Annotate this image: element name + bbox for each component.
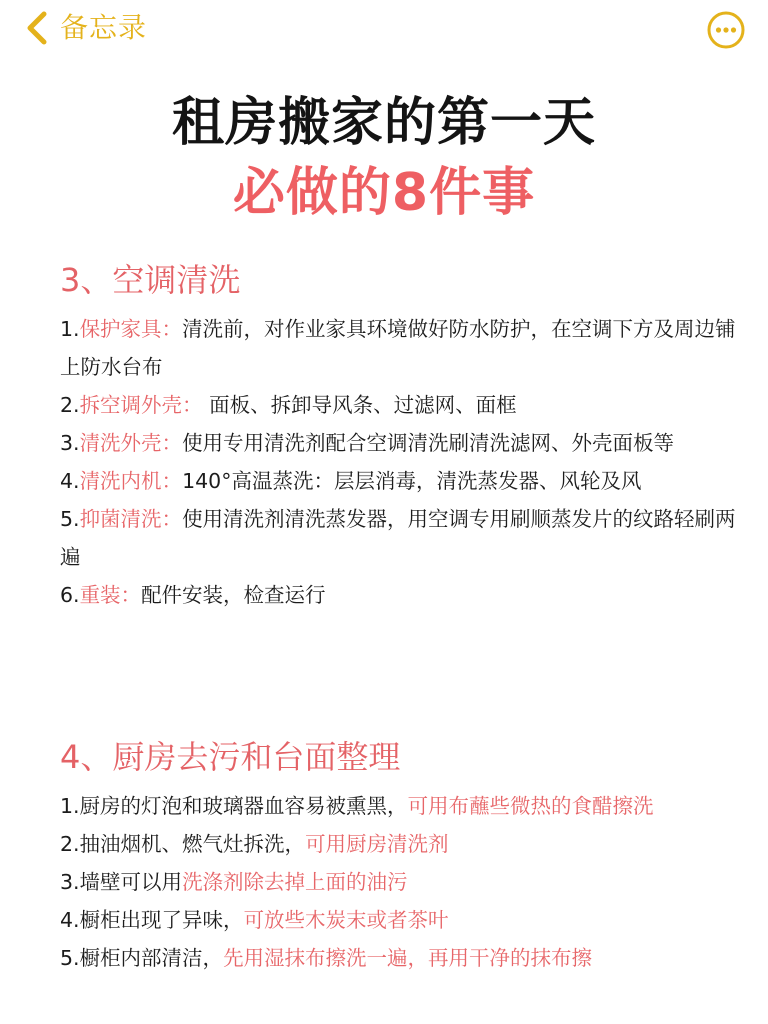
item-text: 配件安装，检查运行 <box>141 583 326 607</box>
list-item <box>60 901 740 939</box>
back-button[interactable] <box>22 8 147 48</box>
item-text: 2.抽油烟机、燃气灶拆洗， <box>60 832 306 856</box>
page-title: 租房搬家的第一天 <box>171 93 596 153</box>
item-number: 5. <box>60 507 80 531</box>
item-text: 面板、拆卸导风条、过滤网、面框 <box>202 393 517 417</box>
item-tip: 先用湿抹布擦洗一遍，再用干净的抹布擦 <box>223 946 593 970</box>
navigation-bar <box>0 0 768 60</box>
list-item <box>60 386 740 424</box>
back-label: 备忘录 <box>60 11 148 44</box>
section-heading: 3、空调清洗 <box>60 261 241 299</box>
item-text: 1.厨房的灯泡和玻璃器血容易被熏黑， <box>60 794 408 818</box>
item-tip: 可放些木炭末或者茶叶 <box>243 908 449 932</box>
section-kitchen-cleaning <box>60 735 740 977</box>
list-item <box>60 576 740 614</box>
list-item <box>60 310 740 386</box>
section-ac-cleaning <box>60 258 740 614</box>
item-text: 清洗前，对作业家具环境做好防水防护，在空调下方及周边铺上防水台布 <box>60 317 736 379</box>
item-text: 使用专用清洗剂配合空调清洗刷清洗滤网、外壳面板等 <box>182 431 675 455</box>
item-number: 6. <box>60 583 80 607</box>
list-item <box>60 424 740 462</box>
list-item <box>60 939 740 977</box>
list-item <box>60 500 740 576</box>
list-item <box>60 462 740 500</box>
item-key: 重装： <box>79 583 142 607</box>
item-key: 拆空调外壳： <box>79 393 203 417</box>
item-number: 1. <box>60 317 80 341</box>
item-key: 清洗内机： <box>79 469 183 493</box>
item-text: 3.墙壁可以用 <box>60 870 183 894</box>
item-number: 3. <box>60 431 80 455</box>
list-item <box>60 825 740 863</box>
item-key: 保护家具： <box>79 317 183 341</box>
item-number: 2. <box>60 393 80 417</box>
item-text: 140°高温蒸洗：层层消毒，清洗蒸发器、风轮及风 <box>182 469 642 493</box>
item-tip: 可用厨房清洗剂 <box>305 832 449 856</box>
list-item <box>60 787 740 825</box>
item-text: 5.橱柜内部清洁， <box>60 946 224 970</box>
list-item <box>60 863 740 901</box>
more-circle-icon <box>706 10 746 50</box>
item-number: 4. <box>60 469 80 493</box>
item-key: 清洗外壳： <box>79 431 183 455</box>
item-tip: 可用布蘸些微热的食醋擦洗 <box>407 794 654 818</box>
chevron-left-icon <box>22 8 52 48</box>
item-text: 4.橱柜出现了异味， <box>60 908 244 932</box>
item-key: 抑菌清洗： <box>79 507 183 531</box>
section-heading: 4、厨房去污和台面整理 <box>60 738 401 776</box>
page-subtitle: 必做的8件事 <box>232 163 536 223</box>
item-text: 使用清洗剂清洗蒸发器，用空调专用刷顺蒸发片的纹路轻刷两遍 <box>60 507 736 569</box>
more-button[interactable] <box>706 10 746 50</box>
item-tip: 洗涤剂除去掉上面的油污 <box>182 870 408 894</box>
